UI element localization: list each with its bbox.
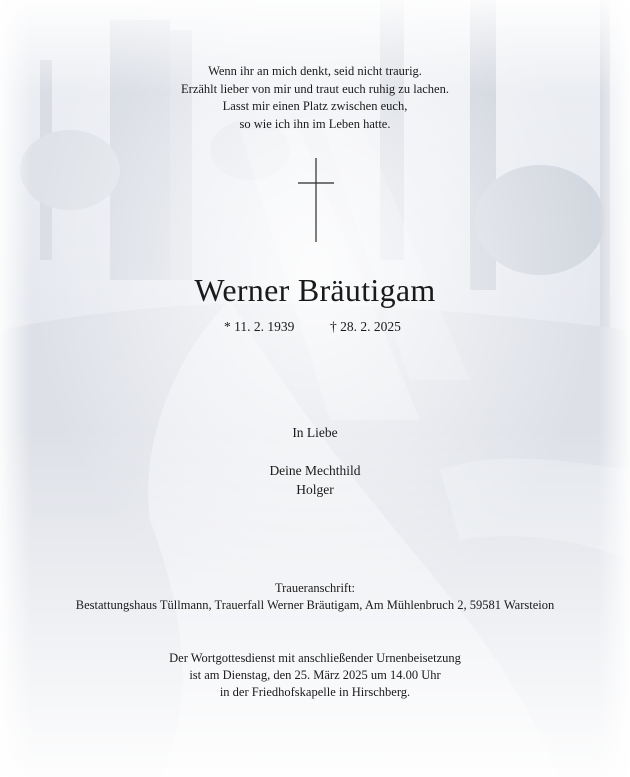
service-line: Der Wortgottesdienst mit anschließender Urnenbeisetzung xyxy=(169,651,461,665)
memorial-poem xyxy=(0,63,630,133)
service-line: ist am Dienstag, den 25. März 2025 um 14.00 Uhr xyxy=(189,668,441,682)
poem-line: so wie ich ihn im Leben hatte. xyxy=(239,116,391,131)
cross-icon xyxy=(298,158,334,242)
mourner-name: Deine Mechthild xyxy=(269,463,361,478)
mourners-list xyxy=(0,461,630,499)
address-text: Bestattungshaus Tüllmann, Trauerfall Werner Bräutigam, Am Mühlenbruch 2, 59581 Warsteion xyxy=(75,598,555,612)
birth-date: * 11. 2. 1939 xyxy=(224,319,295,334)
address-label: Traueranschrift: xyxy=(274,581,356,595)
mourning-address xyxy=(0,580,630,614)
farewell-phrase: In Liebe xyxy=(292,425,338,440)
service-line: in der Friedhofskapelle in Hirschberg. xyxy=(219,685,411,699)
poem-line: Lasst mir einen Platz zwischen euch, xyxy=(222,99,408,113)
death-date: † 28. 2. 2025 xyxy=(330,319,401,334)
mourner-name: Holger xyxy=(296,482,334,497)
poem-line: Erzählt lieber von mir und traut euch ruhig zu lachen. xyxy=(181,81,449,96)
poem-line: Wenn ihr an mich denkt, seid nicht traurig. xyxy=(208,64,422,78)
funeral-service-info xyxy=(0,650,630,701)
deceased-name: Werner Bräutigam xyxy=(194,272,436,308)
